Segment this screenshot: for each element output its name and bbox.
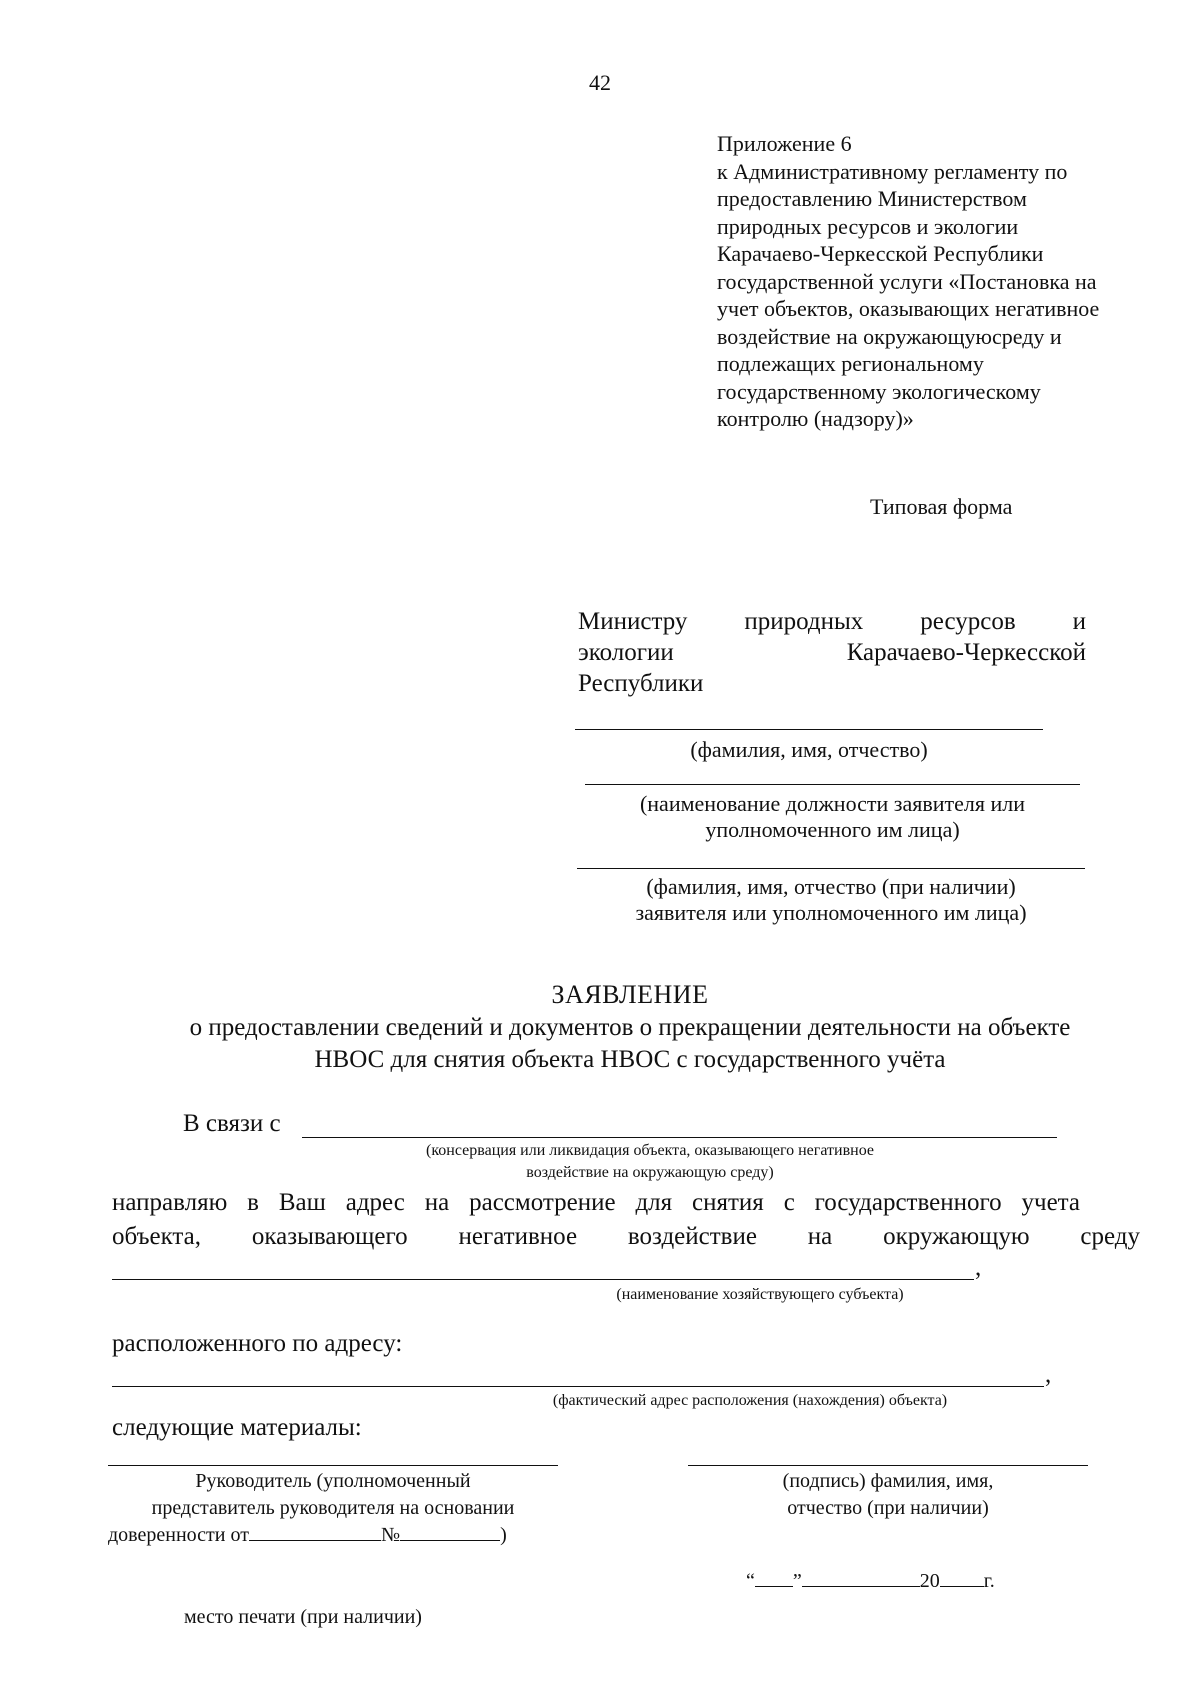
appendix-line: контролю (надзору)» <box>717 406 914 431</box>
appendix-line: Приложение 6 <box>717 131 852 156</box>
subtitle-line: НВОС для снятия объекта НВОС с государственного учёта <box>314 1046 946 1073</box>
minister-name-field[interactable] <box>575 729 1043 730</box>
address-caption: (фактический адрес расположения (нахождения) объекта) <box>552 1392 948 1409</box>
located-label: расположенного по адресу: <box>112 1330 403 1357</box>
addressee-line-3: Республики <box>578 670 704 697</box>
proxy-number-sign: № <box>380 1524 401 1546</box>
applicant-name-caption <box>577 874 1085 926</box>
entity-name-field[interactable] <box>112 1279 974 1280</box>
caption-line: отчество (при наличии) <box>787 1497 989 1519</box>
minister-name-caption: (фамилия, имя, отчество) <box>690 737 928 762</box>
appendix-line: предоставлению Министерством <box>717 186 1027 211</box>
date-open-quote: “ <box>746 1570 755 1592</box>
appendix-block <box>717 130 1157 433</box>
caption-line: (наименование должности заявителя или <box>639 791 1026 816</box>
date-close-quote: ” <box>792 1570 802 1592</box>
day-field[interactable] <box>755 1586 793 1587</box>
appendix-line: Карачаево-Черкесской Республики <box>717 241 1044 266</box>
caption-line: (подпись) фамилия, имя, <box>782 1470 994 1492</box>
appendix-line: учет объектов, оказывающих негативное <box>717 296 1100 321</box>
document-title: ЗАЯВЛЕНИЕ <box>551 980 709 1009</box>
signature-name-line[interactable] <box>688 1465 1088 1466</box>
page-number: 42 <box>589 70 611 95</box>
applicant-position-caption <box>585 791 1080 843</box>
addressee-block <box>578 606 1086 699</box>
in-connection-label: В связи с <box>183 1110 281 1137</box>
signatory-caption <box>108 1468 558 1549</box>
entity-comma: , <box>975 1254 982 1281</box>
appendix-line: государственному экологическому <box>717 378 1041 404</box>
month-field[interactable] <box>802 1586 920 1587</box>
year-suffix: г. <box>983 1570 995 1592</box>
proxy-close-paren: ) <box>500 1524 507 1546</box>
reason-field[interactable] <box>302 1137 1057 1138</box>
position-signature-line[interactable] <box>108 1465 558 1466</box>
year-prefix: 20 <box>919 1570 940 1592</box>
caption-line: воздействие на окружающую среду) <box>526 1164 774 1181</box>
applicant-position-field[interactable] <box>585 784 1080 785</box>
materials-label: следующие материалы: <box>112 1414 362 1441</box>
reason-caption <box>330 1140 970 1184</box>
proxy-line <box>108 1522 558 1549</box>
proxy-date-field[interactable] <box>249 1540 381 1541</box>
form-type-label: Типовая форма <box>870 494 1013 519</box>
caption-line: уполномоченного им лица) <box>705 817 960 842</box>
date-line <box>746 1570 995 1593</box>
appendix-line: подлежащих региональному <box>717 351 984 376</box>
caption-line: заявителя или уполномоченного им лица) <box>635 900 1027 925</box>
caption-line: (фамилия, имя, отчество (при наличии) <box>646 874 1016 899</box>
body-line-direct: направляю в Ваш адрес на рассмотрение для снятия с государственного учета <box>112 1189 1080 1216</box>
addressee-line-2: экологии Карачаево-Черкесской <box>578 639 1086 666</box>
addressee-line-1: Министру природных ресурсов и <box>578 608 1086 635</box>
document-subtitle <box>100 1012 1160 1076</box>
signature-caption <box>688 1468 1088 1522</box>
entity-caption: (наименование хозяйствующего субъекта) <box>616 1286 904 1303</box>
appendix-line: к Административному регламенту по <box>717 158 1068 184</box>
body-line-object: объекта, оказывающего негативное воздействие на окружающую среду <box>112 1223 1140 1250</box>
address-field[interactable] <box>112 1386 1044 1387</box>
appendix-line: воздействие на окружающуюсреду и <box>717 323 1062 349</box>
proxy-number-field[interactable] <box>400 1540 500 1541</box>
caption-line: представитель руководителя на основании <box>151 1497 515 1519</box>
appendix-line: государственной услуги «Постановка на <box>717 268 1097 294</box>
applicant-name-field[interactable] <box>577 868 1085 869</box>
proxy-prefix: доверенности от <box>108 1524 249 1546</box>
caption-line: Руководитель (уполномоченный <box>195 1470 471 1492</box>
stamp-place-label: место печати (при наличии) <box>184 1606 422 1628</box>
subtitle-line: о предоставлении сведений и документов о прекращении деятельности на объекте <box>189 1014 1071 1041</box>
address-comma: , <box>1045 1361 1052 1388</box>
appendix-line: природных ресурсов и экологии <box>717 213 1019 239</box>
caption-line: (консервация или ликвидация объекта, оказывающего негативное <box>426 1142 874 1159</box>
year-field[interactable] <box>940 1586 984 1587</box>
